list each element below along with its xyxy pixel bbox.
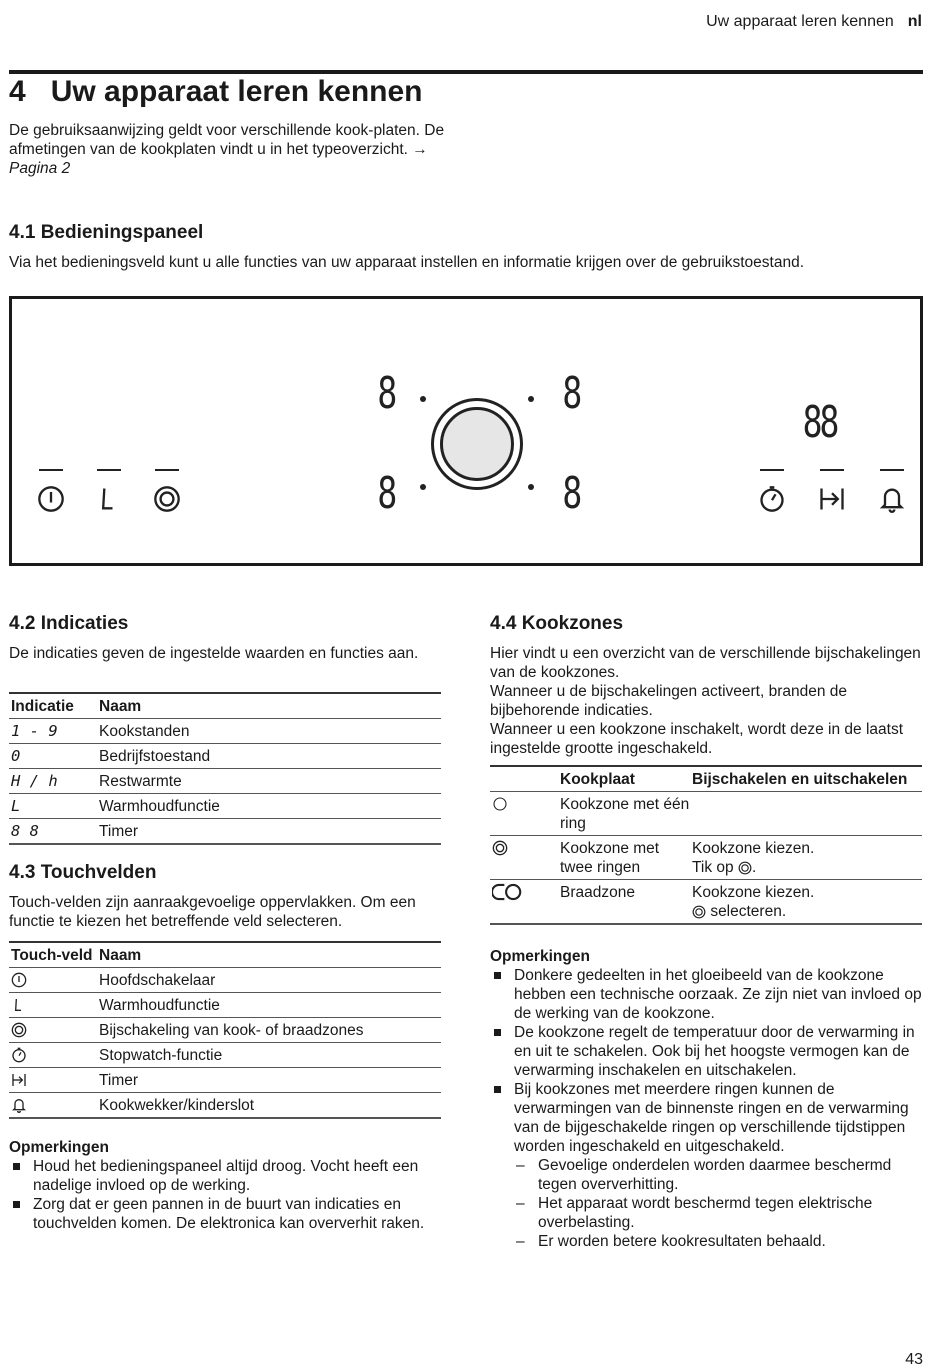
column-header: Bijschakelen en uitschakelen bbox=[692, 771, 908, 788]
section-title-4-2: 4.2 Indicaties bbox=[9, 613, 129, 634]
touch-field-name: Kookwekker/kinderslot bbox=[97, 1093, 441, 1119]
note-item: De kookzone regelt de temperatuur door de verwarming in en uit te schakelen. Ook bij het hoogste vermogen kan de verwarming inschakelen en uitschakelen. bbox=[490, 1023, 922, 1080]
zone-display-front-left: 8 bbox=[377, 468, 398, 519]
table-row bbox=[490, 836, 922, 880]
section-title-4-3: 4.3 Touchvelden bbox=[9, 862, 157, 883]
power-icon[interactable] bbox=[37, 485, 65, 513]
control-knob[interactable] bbox=[431, 398, 523, 490]
page-number: 43 bbox=[905, 1351, 923, 1368]
table-row bbox=[9, 993, 441, 1018]
table-row bbox=[9, 968, 441, 993]
section-title-4-1: 4.1 Bedieningspaneel bbox=[9, 222, 204, 243]
indicator-dash bbox=[39, 469, 63, 471]
dual-ring-icon bbox=[738, 861, 752, 875]
indications-table bbox=[9, 692, 441, 845]
bell-icon bbox=[11, 1097, 27, 1113]
indicator-dash bbox=[760, 469, 784, 471]
zone-display-rear-left: 8 bbox=[377, 368, 398, 419]
zone-action bbox=[690, 880, 922, 925]
touch-field-name: Warmhoudfunctie bbox=[97, 993, 441, 1018]
dual-ring-icon[interactable] bbox=[153, 485, 181, 513]
touch-field-name: Bijschakeling van kook- of braadzones bbox=[97, 1018, 441, 1043]
touch-field-name: Timer bbox=[97, 1068, 441, 1093]
indicator-symbol: H / h bbox=[9, 769, 97, 794]
column-header: Naam bbox=[99, 698, 142, 715]
bell-icon[interactable] bbox=[878, 485, 906, 513]
note-item: Donkere gedeelten in het gloeibeeld van de kookzone hebben een technische oorzaak. Ze zijn niet van invloed op de werking van de kookzone. bbox=[490, 966, 922, 1023]
indicator-name: Warmhoudfunctie bbox=[97, 794, 441, 819]
action-line: Kookzone kiezen. bbox=[692, 840, 815, 857]
column-header: Naam bbox=[99, 947, 142, 964]
roasting-zone-icon bbox=[492, 883, 522, 901]
single-ring-icon bbox=[492, 796, 508, 812]
zone-dot bbox=[528, 484, 534, 490]
indicator-name: Bedrijfstoestand bbox=[97, 744, 441, 769]
indicator-name: Kookstanden bbox=[97, 719, 441, 744]
indicator-symbol: L bbox=[9, 794, 97, 819]
timer-display: 88 bbox=[802, 397, 837, 448]
table-row bbox=[9, 1018, 441, 1043]
indicator-symbol: 0 bbox=[9, 744, 97, 769]
touch-field-name: Stopwatch-functie bbox=[97, 1043, 441, 1068]
header-title: Uw apparaat leren kennen bbox=[706, 13, 894, 30]
zone-type: Kookzone met één ring bbox=[558, 792, 690, 836]
section-text-4-2: De indicaties geven de ingestelde waarden en functies aan. bbox=[9, 645, 419, 662]
notes-title: Opmerkingen bbox=[9, 1139, 109, 1156]
action-line: Kookzone kiezen. bbox=[692, 884, 815, 901]
zone-action bbox=[690, 792, 922, 836]
chapter-intro: De gebruiksaanwijzing geldt voor verschillende kook-platen. De afmetingen van de kookplaten vindt u in het typeoverzicht. → Pagina 2 bbox=[9, 122, 445, 177]
column-header: Kookplaat bbox=[560, 771, 635, 788]
indicator-symbol: 1 - 9 bbox=[9, 719, 97, 744]
language-code: nl bbox=[907, 13, 922, 30]
note-item: Houd het bedieningspaneel altijd droog. Vocht heeft een nadelige invloed op de werking. bbox=[9, 1157, 441, 1195]
column-header: Touch-veld bbox=[11, 947, 93, 964]
section-text-4-4 bbox=[490, 644, 922, 758]
table-row bbox=[9, 794, 441, 819]
paragraph: Wanneer u een kookzone inschakelt, wordt deze in de laatst ingestelde grootte ingeschakeld. bbox=[490, 721, 904, 757]
dual-ring-icon bbox=[492, 840, 508, 856]
zone-type: Kookzone met twee ringen bbox=[558, 836, 690, 880]
keep-warm-icon[interactable] bbox=[95, 485, 123, 513]
indicator-name: Restwarmte bbox=[97, 769, 441, 794]
chapter-title: 4 Uw apparaat leren kennen bbox=[9, 75, 423, 108]
notes-4-4 bbox=[490, 947, 922, 1251]
dual-ring-icon bbox=[692, 905, 706, 919]
zone-dot bbox=[528, 396, 534, 402]
section-text-4-3: Touch-velden zijn aanraakgevoelige oppervlakken. Om een functie te kiezen het betreffende veld selecteren. bbox=[9, 894, 416, 930]
sub-note-item: – Gevoelige onderdelen worden daarmee beschermd tegen oververhitting. bbox=[514, 1156, 922, 1194]
zone-display-front-right: 8 bbox=[562, 468, 583, 519]
table-row bbox=[9, 769, 441, 794]
arrow-icon: → bbox=[412, 141, 428, 158]
stopwatch-icon[interactable] bbox=[758, 485, 786, 513]
dual-ring-icon bbox=[11, 1022, 27, 1038]
zone-dot bbox=[420, 484, 426, 490]
indicator-symbol: 8 8 bbox=[9, 819, 97, 845]
indicator-dash bbox=[155, 469, 179, 471]
table-row bbox=[9, 819, 441, 845]
paragraph: Hier vindt u een overzicht van de verschillende bijschakelingen van de kookzones. bbox=[490, 645, 921, 681]
zone-action bbox=[690, 836, 922, 880]
keep-warm-icon bbox=[11, 997, 27, 1013]
table-row bbox=[490, 792, 922, 836]
column-header: Indicatie bbox=[11, 698, 74, 715]
running-header bbox=[706, 12, 922, 31]
touch-field-name: Hoofdschakelaar bbox=[97, 968, 441, 993]
period: . bbox=[751, 859, 757, 876]
table-row bbox=[490, 880, 922, 925]
action-line: selecteren. bbox=[710, 903, 787, 920]
indicator-dash bbox=[880, 469, 904, 471]
timer-icon[interactable] bbox=[818, 485, 846, 513]
sub-note-item: – Het apparaat wordt beschermd tegen elektrische overbelasting. bbox=[514, 1194, 922, 1232]
column-header bbox=[490, 766, 558, 792]
section-text-4-1: Via het bedieningsveld kunt u alle functies van uw apparaat instellen en informatie krijgen over de gebruikstoestand. bbox=[9, 254, 805, 271]
table-row bbox=[9, 1068, 441, 1093]
cooking-zones-table bbox=[490, 765, 922, 925]
zone-type: Braadzone bbox=[558, 880, 690, 925]
section-title-4-4: 4.4 Kookzones bbox=[490, 613, 624, 634]
note-item: Bij kookzones met meerdere ringen kunnen de verwarmingen van de binnenste ringen en de verwarming van de bijgeschakelde ringen op verschillende tijdstippen worden ingeschakeld en uitgeschakeld. bbox=[490, 1080, 922, 1156]
zone-dot bbox=[420, 396, 426, 402]
notes-4-3 bbox=[9, 1138, 441, 1233]
table-row bbox=[9, 1043, 441, 1068]
control-panel-diagram bbox=[9, 296, 923, 566]
paragraph: Wanneer u de bijschakelingen activeert, branden de bijbehorende indicaties. bbox=[490, 683, 848, 719]
table-row bbox=[9, 744, 441, 769]
note-item: Zorg dat er geen pannen in de buurt van indicaties en touchvelden komen. De elektronica kan oververhit raken. bbox=[9, 1195, 441, 1233]
table-row bbox=[9, 1093, 441, 1119]
notes-title: Opmerkingen bbox=[490, 948, 590, 965]
indicator-dash bbox=[97, 469, 121, 471]
sub-note-item: – Er worden betere kookresultaten behaald. bbox=[514, 1232, 922, 1251]
indicator-name: Timer bbox=[97, 819, 441, 845]
table-row bbox=[9, 719, 441, 744]
power-icon bbox=[11, 972, 27, 988]
touch-fields-table bbox=[9, 941, 441, 1119]
action-line: Tik op bbox=[692, 859, 734, 876]
stopwatch-icon bbox=[11, 1047, 27, 1063]
page-link[interactable]: Pagina 2 bbox=[9, 160, 71, 177]
indicator-dash bbox=[820, 469, 844, 471]
zone-display-rear-right: 8 bbox=[562, 368, 583, 419]
timer-icon bbox=[11, 1072, 27, 1088]
